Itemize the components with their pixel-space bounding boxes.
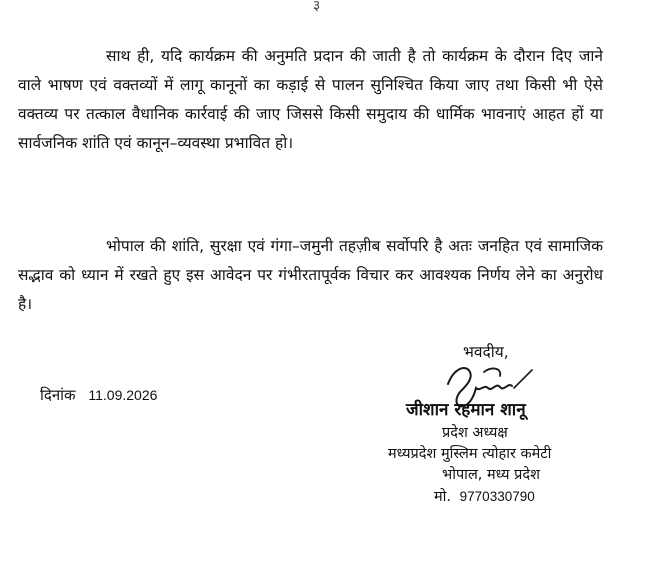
- paragraph-1-text: साथ ही, यदि कार्यक्रम की अनुमति प्रदान की जाती है तो कार्यक्रम के दौरान दिए जाने वाले भाषण एवं वक्तव्यों में लागू कानूनों का कड़ाई से पालन सुनिश्चित किया जाए तथा किसी भी ऐसे वक्तव्य पर तत्काल वैधानिक कार्रवाई की जाए जिससे किसी समुदाय की धार्मिक भावनाएं आहत हों या सार्वजनिक शांति एवं कानून–व्यवस्था प्रभावित हो।: [18, 47, 603, 152]
- date-line: [40, 385, 157, 405]
- page-number-mark: ३: [313, 0, 321, 14]
- signatory-phone: [434, 486, 612, 508]
- paragraph-2-text: भोपाल की शांति, सुरक्षा एवं गंगा–जमुनी तहज़ीब सर्वोपरि है अतः जनहित एवं सामाजिक सद्भाव को ध्यान में रखते हुए इस आवेदन पर गंभीरतापूर्वक विचार कर आवश्यक निर्णय लेने का अनुरोध है।: [18, 237, 603, 313]
- signatory-city: भोपाल, मध्य प्रदेश: [442, 467, 540, 483]
- signatory-organization: मध्यप्रदेश मुस्लिम त्योहार कमेटी: [388, 446, 552, 462]
- date-label: दिनांक: [40, 386, 76, 404]
- signatory-designation: प्रदेश अध्यक्ष: [442, 425, 508, 441]
- signature-block: [388, 400, 612, 508]
- phone-label: मो.: [434, 489, 452, 505]
- phone-number: 9770330790: [459, 489, 535, 504]
- closing-greeting: भवदीय,: [463, 343, 509, 361]
- signatory-name: जीशान रहमान शानू: [406, 400, 526, 420]
- body-paragraph-2: [18, 232, 603, 319]
- body-paragraph-1: [18, 42, 603, 158]
- date-value: 11.09.2026: [88, 387, 158, 403]
